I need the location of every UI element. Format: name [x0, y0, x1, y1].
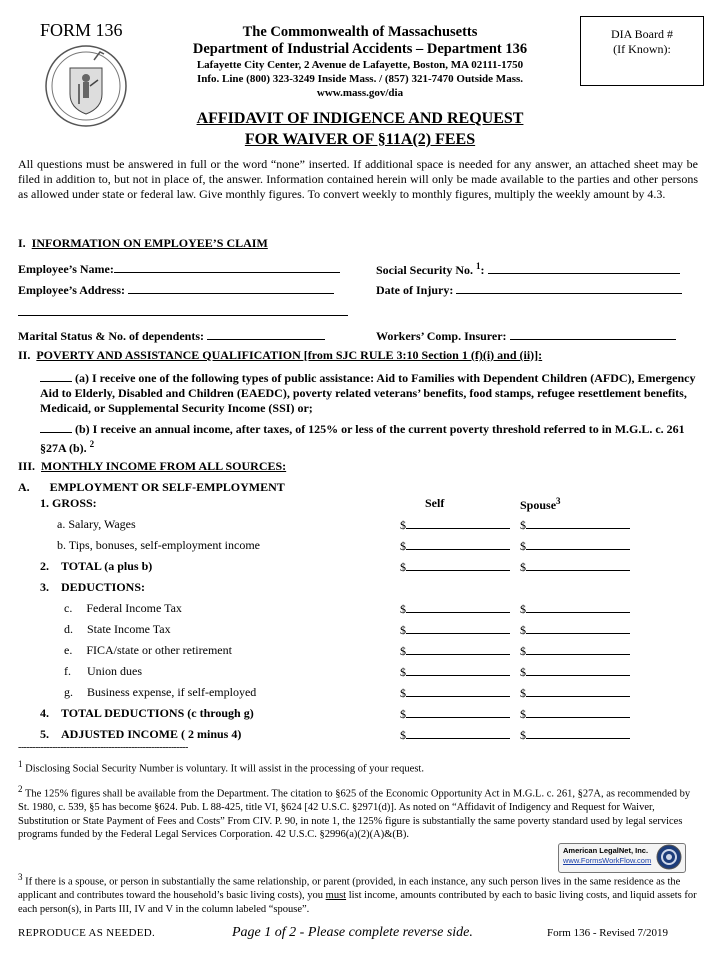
ssn-footnote-ref: 1 — [476, 261, 481, 271]
section-3-title: MONTHLY INCOME FROM ALL SOURCES: — [41, 459, 287, 473]
spouse-tips-field[interactable] — [520, 538, 630, 554]
dollar-sign: $ — [520, 623, 526, 637]
marital-status-label: Marital Status & No. of dependents: — [18, 329, 204, 343]
employee-name-field[interactable] — [114, 261, 340, 273]
dollar-sign: $ — [400, 644, 406, 658]
row-label: TOTAL DEDUCTIONS (c through g) — [61, 706, 254, 720]
dollar-sign: $ — [520, 665, 526, 679]
option-a-checkline[interactable] — [40, 370, 72, 382]
employee-name-label: Employee’s Name: — [18, 262, 114, 276]
row-number: 2. — [40, 559, 49, 573]
spouse-total-field[interactable] — [520, 559, 630, 575]
row-number: d. — [64, 622, 73, 636]
subsection-a-heading — [18, 480, 285, 495]
dollar-sign: $ — [520, 686, 526, 700]
option-b-footnote-ref: 2 — [89, 439, 95, 449]
insurer-field[interactable] — [510, 328, 676, 340]
dollar-sign: $ — [520, 518, 526, 532]
self-adjusted-income-field[interactable] — [400, 727, 510, 743]
row-label: FICA/state or other retirement — [86, 643, 232, 657]
header-phone: Info. Line (800) 323-3249 Inside Mass. / (857) 321-7470 Outside Mass. — [196, 73, 524, 85]
header-commonwealth: The Commonwealth of Massachusetts — [242, 24, 478, 40]
spouse-total-deductions-field[interactable] — [520, 706, 630, 722]
row-business-expense — [64, 685, 256, 700]
self-business-expense-field[interactable] — [400, 685, 510, 701]
marital-status-field[interactable] — [207, 328, 325, 340]
employee-address-label: Employee’s Address: — [18, 283, 126, 297]
logo-website-link[interactable]: www.FormsWorkFlow.com — [563, 856, 652, 865]
section-2-title: POVERTY AND ASSISTANCE QUALIFICATION [from SJC RULE 3:10 Section 1 (f)(i) and (ii)]: — [36, 348, 543, 362]
spouse-business-expense-field[interactable] — [520, 685, 630, 701]
self-tips-field[interactable] — [400, 538, 510, 554]
section-3-number: III. — [18, 459, 36, 473]
deductions-heading — [40, 580, 145, 595]
spouse-state-tax-field[interactable] — [520, 622, 630, 638]
globe-icon — [656, 844, 682, 870]
ssn-field[interactable] — [488, 262, 680, 274]
row-number: 5. — [40, 727, 49, 741]
instructions-paragraph: All questions must be answered in full or the word “none” inserted. If additional space is needed for any answer, an attached sheet may be filed in addition to, but not in place of, the answer. Information contained herein will only be made available to the parties and other persons as allowed under state or federal law. Give monthly figures. To convert weekly to monthly figures, multiply the weekly amount by 4.3. — [18, 157, 698, 201]
footnote-1-text: Disclosing Social Security Number is voluntary. It will assist in the processing of your request. — [25, 763, 424, 775]
dollar-sign: $ — [400, 602, 406, 616]
dollar-sign: $ — [400, 665, 406, 679]
deductions-label: DEDUCTIONS: — [61, 580, 146, 594]
footer-reproduce-note: REPRODUCE AS NEEDED. — [18, 927, 156, 939]
dollar-sign: $ — [400, 728, 406, 742]
row-number: e. — [64, 643, 73, 657]
footnote-3 — [18, 871, 698, 916]
dia-box-label: DIA Board # — [611, 27, 673, 41]
title-line-2: FOR WAIVER OF §11A(2) FEES — [244, 131, 476, 148]
insurer-row — [376, 328, 676, 344]
emphasis-must: must — [325, 890, 347, 901]
dia-box-sublabel: (If Known): — [613, 42, 671, 56]
row-label: Tips, bonuses, self-employment income — [68, 538, 261, 552]
date-of-injury-label: Date of Injury: — [376, 283, 454, 297]
employee-address-row — [18, 282, 334, 298]
dollar-sign: $ — [400, 707, 406, 721]
footer-page-indicator: Page 1 of 2 - Please complete reverse side. — [232, 925, 473, 940]
dollar-sign: $ — [520, 728, 526, 742]
employee-address-field[interactable] — [128, 282, 334, 294]
row-salary-wages — [57, 517, 136, 532]
row-number: 4. — [40, 706, 49, 720]
footnote-3-number: 3 — [18, 872, 23, 882]
self-union-dues-field[interactable] — [400, 664, 510, 680]
row-adjusted-income — [40, 727, 241, 742]
dollar-sign: $ — [400, 539, 406, 553]
employee-name-row — [18, 261, 340, 277]
row-label: Salary, Wages — [68, 517, 136, 531]
option-b — [40, 421, 710, 456]
footnote-2-number: 2 — [18, 784, 23, 794]
footnote-2 — [18, 783, 702, 842]
date-of-injury-field[interactable] — [456, 282, 682, 294]
dollar-sign: $ — [400, 686, 406, 700]
row-label: Federal Income Tax — [86, 601, 182, 615]
row-state-tax — [64, 622, 171, 637]
ssn-row: Social Security No. $^1$: — [376, 261, 680, 278]
row-union-dues — [64, 664, 142, 679]
dollar-sign: $ — [400, 623, 406, 637]
footnote-separator: ------------------------------------------------------------ — [18, 742, 188, 753]
dia-board-number-box[interactable] — [580, 16, 704, 86]
insurer-label: Workers’ Comp. Insurer: — [376, 329, 507, 343]
row-label: State Income Tax — [87, 622, 171, 636]
section-1-number: I. — [18, 236, 26, 250]
self-fica-field[interactable] — [400, 643, 510, 659]
title-line-1: AFFIDAVIT OF INDIGENCE AND REQUEST — [196, 110, 524, 127]
option-b-text: (b) I receive an annual income, after taxes, of 125% or less of the current poverty threshold referred to in M.G.L. c. 261 §27A (b). — [40, 422, 685, 455]
dollar-sign: $ — [400, 518, 406, 532]
employee-address-line-2[interactable] — [18, 303, 348, 316]
self-federal-tax-field[interactable] — [400, 601, 510, 617]
row-tips-bonuses — [57, 538, 260, 553]
row-number: a. — [57, 517, 66, 531]
section-2-heading — [18, 348, 542, 363]
spouse-adjusted-income-field[interactable] — [520, 727, 630, 743]
header-department: Department of Industrial Accidents – Department 136 — [192, 41, 528, 57]
dollar-sign: $ — [520, 707, 526, 721]
form-title — [160, 108, 560, 150]
row-fica — [64, 643, 232, 658]
row-total — [40, 559, 152, 574]
row-number: b. — [57, 538, 66, 552]
row-label: Business expense, if self-employed — [87, 685, 257, 699]
column-self-header: Self — [425, 496, 445, 510]
header-address: Lafayette City Center, 2 Avenue de Lafayette, Boston, MA 02111-1750 — [196, 59, 524, 71]
column-spouse-footnote-ref: 3 — [556, 496, 561, 506]
row-label: TOTAL (a plus b) — [61, 559, 153, 573]
spouse-fica-field[interactable] — [520, 643, 630, 659]
column-spouse-header — [520, 496, 561, 513]
section-2-number: II. — [18, 348, 31, 362]
subsection-a-title: EMPLOYMENT OR SELF-EMPLOYMENT — [49, 480, 285, 494]
spouse-federal-tax-field[interactable] — [520, 601, 630, 617]
agency-header — [150, 24, 570, 100]
footnote-1-number: 1 — [18, 759, 23, 769]
spouse-salary-field[interactable] — [520, 517, 630, 533]
section-3-heading — [18, 459, 286, 474]
dollar-sign: $ — [520, 560, 526, 574]
gross-label: 1. GROSS: — [40, 496, 97, 510]
marital-status-row — [18, 328, 325, 344]
row-number: c. — [64, 601, 73, 615]
option-a — [40, 370, 710, 416]
self-total-field[interactable] — [400, 559, 510, 575]
footer-form-revision: Form 136 - Revised 7/2019 — [547, 927, 668, 939]
section-1-heading — [18, 236, 268, 251]
footnote-3-text: If there is a spouse, or person in substantially the same relationship, or parent (provided, in each instance, any such person lives in the same residence as the applicant and contributes toward the household’s basic living costs), you must list income, amounts contributed by each to basic living costs, and liquid assets for each person(s), in Parts III, IV and V in the column labeled “spouse”. — [18, 876, 697, 915]
footnote-2-text: The 125% figures shall be available from the Department. The citation to §625 of the Economic Opportunity Act in M.G.L. c. 261, §27A, as recommended by St. 1980, c. 539, §5 has become §624. Pub. L 88-425, title VI, §624 [42 U.S.C. §2971(d)]. As noted on “Affidavit of Indigency and Request for Waiver, Substitution or State Payment of Fees and Costs” From CIV. P. 90, in note 1, the 125% figure is substantially the same poverty standard used by legal services programs funded by the Federal Legal Services Corporation. 42 U.S.C. §2996(a)(2)(A)&(B). — [18, 788, 691, 840]
logo-company-name: American LegalNet, Inc. — [563, 846, 649, 855]
self-total-deductions-field[interactable] — [400, 706, 510, 722]
spouse-union-dues-field[interactable] — [520, 664, 630, 680]
section-1-title: INFORMATION ON EMPLOYEE’S CLAIM — [31, 236, 268, 250]
option-b-checkline[interactable] — [40, 421, 72, 433]
option-a-text: (a) I receive one of the following types of public assistance: Aid to Families with Dependent Children (AFDC), Emergency Aid to Elderly, Disabled and Children (EAEDC), poverty related veterans’ benefits, food stamps, refugee resettlement benefits, Medicaid, or Supplemental Security Income (SSI) or; — [40, 371, 696, 415]
dollar-sign: $ — [400, 560, 406, 574]
form-number: FORM 136 — [40, 20, 123, 40]
row-number: f. — [64, 664, 71, 678]
dollar-sign: $ — [520, 602, 526, 616]
date-of-injury-row — [376, 282, 682, 298]
column-spouse-label: Spouse — [520, 498, 557, 512]
deductions-number: 3. — [40, 580, 49, 594]
dollar-sign: $ — [520, 539, 526, 553]
row-number: g. — [64, 685, 73, 699]
footnote-1 — [18, 758, 698, 776]
dollar-sign: $ — [520, 644, 526, 658]
massachusetts-seal-icon — [44, 44, 128, 128]
row-federal-tax — [64, 601, 182, 616]
row-label: ADJUSTED INCOME ( 2 minus 4) — [61, 727, 242, 741]
header-website: www.mass.gov/dia — [316, 87, 404, 99]
ssn-label: Social Security No. — [376, 263, 473, 277]
row-total-deductions — [40, 706, 254, 721]
self-state-tax-field[interactable] — [400, 622, 510, 638]
row-label: Union dues — [87, 664, 142, 678]
self-salary-field[interactable] — [400, 517, 510, 533]
subsection-a-letter: A. — [18, 480, 30, 494]
